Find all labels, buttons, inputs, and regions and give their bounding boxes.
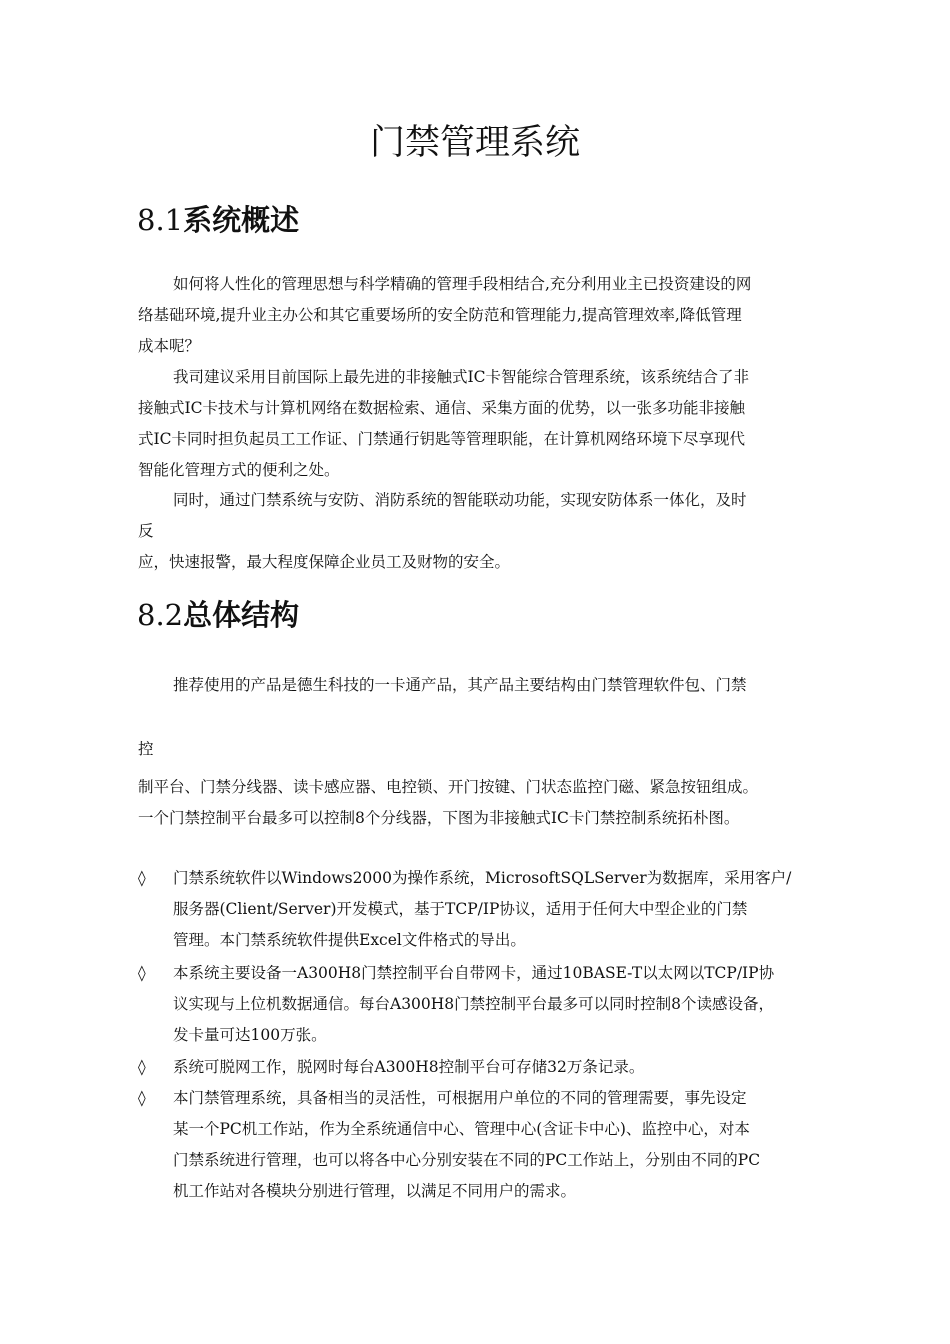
section-title: 系统概述 [183,203,300,237]
text-line: 议实现与上位机数据通信。每台A300H8门禁控制平台最多可以同时控制8个读感设备， [173,995,775,1013]
diamond-bullet-icon: ◊ [138,1058,146,1076]
text-line: 应，快速报警，最大程度保障企业员工及财物的安全。 [138,553,511,571]
text-line: 门禁系统软件以Windows2000为操作系统，MicrosoftSQLServer为数据库，采用客户/ [173,869,792,887]
text-line: 如何将人性化的管理思想与科学精确的管理手段相结合,充分利用业主已投资建设的网 [173,275,752,293]
text-line: 络基础环境,提升业主办公和其它重要场所的安全防范和管理能力,提高管理效率,降低管理 [138,306,742,324]
text-line: 管理。本门禁系统软件提供Excel文件格式的导出。 [173,931,526,949]
bullet-item [138,1052,818,1083]
text-line: 机工作站对各模块分别进行管理，以满足不同用户的需求。 [173,1182,577,1200]
text-line: 推荐使用的产品是德生科技的一卡通产品，其产品主要结构由门禁管理软件包、门禁 [173,676,747,694]
text-line: 门禁系统进行管理，也可以将各中心分别安装在不同的PC工作站上，分别由不同的PC [173,1151,761,1169]
diamond-bullet-icon: ◊ [138,1089,146,1107]
text-line: 本门禁管理系统，具备相当的灵活性，可根据用户单位的不同的管理需要，事先设定 [173,1089,747,1107]
text-line: 发卡量可达100万张。 [173,1026,327,1044]
text-line: 某一个PC机工作站，作为全系统通信中心、管理中心(含证卡中心)、监控中心，对本 [173,1120,750,1138]
text-line: 接触式IC卡技术与计算机网络在数据检索、通信、采集方面的优势，以一张多功能非接触 [138,399,745,417]
text-line: 一个门禁控制平台最多可以控制8个分线器，下图为非接触式IC卡门禁控制系统拓朴图。 [138,809,740,827]
text-line: 制平台、门禁分线器、读卡感应器、电控锁、开门按键、门状态监控门磁、紧急按钮组成。 [138,778,759,796]
bullet-item [138,1083,818,1207]
text-line: 本系统主要设备一A300H8门禁控制平台自带网卡，通过10BASE-T以太网以TCP/IP协 [173,964,775,982]
text-line: 我司建议采用目前国际上最先进的非接触式IC卡智能综合管理系统，该系统结合了非 [173,368,749,386]
text-line: 服务器(Client/Server)开发模式，基于TCP/IP协议，适用于任何大中型企业的门禁 [173,900,748,918]
text-line: 成本呢？ [138,337,201,355]
paragraph-structure-line-2 [138,734,816,765]
diamond-bullet-icon: ◊ [138,964,146,982]
text-line: 智能化管理方式的便利之处。 [138,461,340,479]
paragraph-overview-2 [138,362,816,486]
paragraph-overview-3 [138,485,816,578]
text-line: 同时，通过门禁系统与安防、消防系统的智能联动功能，实现安防体系一体化，及时 [173,491,747,509]
diamond-bullet-icon: ◊ [138,869,146,887]
section-heading-8-1 [137,200,299,240]
text-line: 反 [138,522,154,540]
paragraph-structure-line-1 [138,670,816,701]
section-title: 总体结构 [183,598,300,632]
text-line: 系统可脱网工作，脱网时每台A300H8控制平台可存储32万条记录。 [173,1058,645,1076]
section-heading-8-2 [137,595,299,635]
bullet-item [138,863,818,956]
bullet-item [138,958,818,1051]
paragraph-structure-rest [138,772,816,834]
document-title: 门禁管理系统 [369,123,580,163]
section-number: 8.1 [137,203,184,237]
text-line: 控 [138,740,154,758]
paragraph-overview-1 [138,269,816,362]
section-number: 8.2 [137,598,184,632]
text-line: 式IC卡同时担负起员工工作证、门禁通行钥匙等管理职能，在计算机网络环境下尽享现代 [138,430,745,448]
